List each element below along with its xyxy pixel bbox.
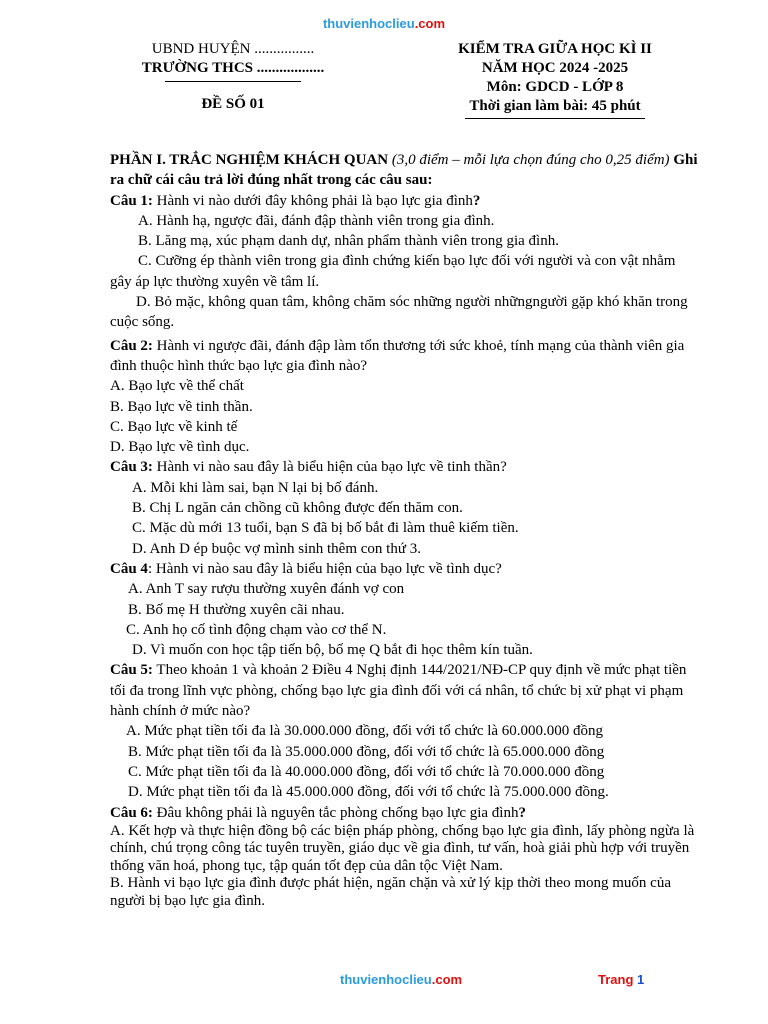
school-block (108, 40, 358, 114)
question-label: Câu 4 (110, 560, 148, 577)
section-note: (3,0 điểm – mỗi lựa chọn đúng cho 0,25 điểm) (391, 152, 670, 168)
page-footer (0, 972, 768, 992)
answer-option: B. Chị L ngăn cản chồng cũ không được đến thăm con. (132, 500, 463, 517)
question-text: Hành vi nào sau đây là biểu hiện của bạo lực về tinh thần? (156, 459, 507, 476)
question-end: ? (472, 192, 481, 209)
section-title: PHẦN I. TRẮC NGHIỆM KHÁCH QUAN (110, 152, 389, 168)
answer-option: B. Lăng mạ, xúc phạm danh dự, nhân phẩm thành viên trong gia đình. (138, 233, 559, 250)
question-text: Đâu không phải là nguyên tắc phòng chống bạo lực gia đình (152, 804, 519, 821)
school-line: TRƯỜNG THCS .................. (141, 60, 325, 76)
question-6 (110, 803, 700, 823)
answer-option: A. Hành hạ, ngược đãi, đánh đập thành viên trong gia đình. (138, 212, 495, 229)
question-text: Theo khoản 1 và khoản 2 Điều 4 Nghị định 144/2021/NĐ-CP quy định về mức phạt tiền tối đa trong lĩnh vực phòng, chống bạo lực gia đình đối với cá nhân, tổ chức bị xử phạt vi phạm hành chính ở mức nào? (110, 662, 687, 720)
question-5 (110, 660, 700, 721)
answer-option: C. Mức phạt tiền tối đa là 40.000.000 đồng, đối với tổ chức là 70.000.000 đồng (128, 763, 605, 780)
question-text: Hành vi nào dưới đây không phải là bạo lực gia đình (156, 192, 473, 209)
question-label: Câu 3: (110, 459, 153, 476)
page-label: Trang (598, 972, 638, 987)
answer-option: B. Hành vi bạo lực gia đình được phát hiện, ngăn chặn và xử lý kịp thời theo mong muốn của người bị bạo lực gia đình. (110, 875, 671, 909)
question-label: Câu 6: (110, 804, 153, 821)
answer-option: B. Bố mẹ H thường xuyên cãi nhau. (128, 601, 345, 618)
question-label: Câu 2: (110, 337, 153, 354)
site-tld: .com (431, 972, 463, 987)
question-label: Câu 1: (110, 192, 153, 209)
subject: Môn: GDCD - LỚP 8 (486, 79, 624, 95)
page-number-value: 1 (637, 972, 645, 987)
exam-info-block (430, 40, 680, 119)
answer-option: D. Bạo lực về tình dục. (110, 439, 250, 456)
question-text: Hành vi ngược đãi, đánh đập làm tổn thương tới sức khoẻ, tính mạng của thành viên gia đình thuộc hình thức bạo lực gia đình nào? (110, 337, 685, 374)
answer-option: B. Mức phạt tiền tối đa là 35.000.000 đồng, đối với tổ chức là 65.000.000 đồng (128, 743, 605, 760)
answer-option: A. Bạo lực về thể chất (110, 378, 244, 395)
header-site-link[interactable] (0, 16, 768, 31)
question-4 (110, 559, 700, 579)
question-2 (110, 336, 700, 377)
section-heading (110, 150, 700, 191)
site-name: thuvienhoclieu (340, 972, 432, 987)
answer-option: C. Anh họ cố tình động chạm vào cơ thể N. (126, 621, 387, 638)
footer-site-link[interactable] (340, 972, 462, 987)
answer-option: D. Mức phạt tiền tối đa là 45.000.000 đồng, đối với tổ chức là 75.000.000 đồng. (128, 784, 609, 801)
site-tld: .com (414, 16, 446, 31)
question-3 (110, 457, 700, 477)
header-rule (165, 81, 301, 82)
answer-option: C. Mặc dù mới 13 tuổi, bạn S đã bị bố bắt đi làm thuê kiếm tiền. (132, 520, 519, 537)
question-end: ? (518, 804, 526, 821)
answer-option: A. Mỗi khi làm sai, bạn N lại bị bố đánh. (132, 479, 379, 496)
duration: Thời gian làm bài: 45 phút (465, 97, 644, 119)
exam-content (110, 150, 700, 910)
page-number (598, 972, 644, 987)
answer-option: C. Cưỡng ép thành viên trong gia đình chứng kiến bạo lực đối với người và con vật nhằm gây áp lực thường xuyên về tâm lí. (110, 253, 676, 290)
district-line: UBND HUYỆN ................ (151, 41, 315, 57)
answer-option: C. Bạo lực về kinh tế (110, 418, 238, 435)
answer-option: D. Bỏ mặc, không quan tâm, không chăm sóc những người nhữngngười gặp khó khăn trong cuộc sống. (110, 294, 688, 331)
answer-option: D. Anh D ép buộc vợ mình sinh thêm con thứ 3. (132, 540, 421, 557)
exam-title: KIỂM TRA GIỮA HỌC KÌ II (458, 41, 652, 57)
answer-option: A. Kết hợp và thực hiện đồng bộ các biện pháp phòng, chống bạo lực gia đình, lấy phòng ngừa là chính, chú trọng công tác tuyên truyền, giáo dục về gia đình, tư vấn, hoà giải phù hợp với truyền thống văn hoá, phong tục, tập quán tốt đẹp của dân tộc Việt Nam. (110, 822, 695, 874)
answer-option: A. Anh T say rượu thường xuyên đánh vợ con (128, 581, 405, 598)
school-year: NĂM HỌC 2024 -2025 (481, 60, 629, 76)
question-label: Câu 5: (110, 662, 153, 679)
site-name: thuvienhoclieu (322, 16, 415, 31)
section-instruction: Ghi ra chữ cái câu trả lời đúng nhất trong các câu sau: (110, 152, 698, 189)
question-text: : Hành vi nào sau đây là biểu hiện của bạo lực về tình dục? (147, 560, 502, 577)
question-1 (110, 191, 700, 211)
answer-option: D. Vì muốn con học tập tiến bộ, bố mẹ Q bắt đi học thêm kín tuần. (132, 642, 533, 659)
answer-option: A. Mức phạt tiền tối đa là 30.000.000 đồng, đối với tổ chức là 60.000.000 đồng (126, 723, 604, 740)
exam-number: ĐỀ SỐ 01 (201, 96, 265, 112)
answer-option: B. Bạo lực về tinh thần. (110, 398, 253, 415)
